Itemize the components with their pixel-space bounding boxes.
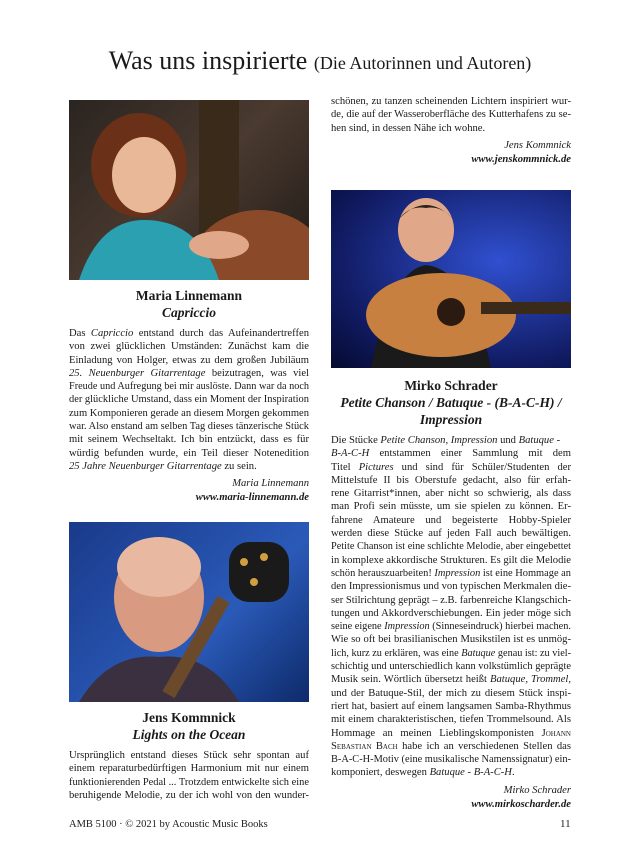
text: . (511, 767, 515, 779)
text-line (69, 447, 309, 460)
text-line (331, 108, 571, 121)
text-line (331, 434, 571, 447)
text: beruhigende Melodie, zu der ich wohl von den wunder- (69, 789, 309, 801)
text-line (331, 687, 571, 700)
text: und sind für Schüler/Studenten der (393, 461, 571, 473)
text: war. Also enstand am selben Tag dieses tänzerische Stück (69, 421, 309, 433)
text: Einladung von Holger, etwas zu dem großen Jubiläum (69, 354, 309, 366)
italic-text: Batuque (461, 647, 496, 659)
text: Freude und Aufregung bei mir auslöste. Dann war da noch (69, 381, 309, 393)
composer-name: Maria Linnemann (135, 288, 243, 303)
text-line (331, 580, 571, 593)
text: man Profi sein müsste, um sie spielen zu können. Er- (331, 501, 571, 513)
text-line (69, 433, 309, 446)
text: Titel (331, 461, 359, 473)
italic-text: Impression (434, 567, 481, 579)
text-line (69, 367, 309, 380)
text: Das (69, 328, 91, 339)
text-line (69, 762, 309, 775)
text: de, die auf der Wasseroberfläche des Kutterhafens zu se- (331, 109, 571, 121)
article-body (69, 749, 309, 802)
text: zu sein. (221, 460, 257, 472)
text: von zwei glücklichen Umständen: Zunächst kam die (69, 341, 309, 353)
text-line (331, 700, 571, 713)
text: mit seinem Wechseltakt. Ich bin entzückt, dass es für (69, 434, 309, 446)
article-jens-kommnick (69, 710, 309, 802)
article-body (331, 434, 571, 780)
article-body-continued (331, 95, 571, 135)
text: , (568, 674, 571, 686)
text: komponiert, deswegen (331, 767, 430, 779)
text-line (331, 766, 571, 779)
text: hen sind, in dessen Nähe ich wohne. (331, 122, 486, 134)
text-line (331, 727, 571, 740)
text-line (331, 554, 571, 567)
website-link[interactable]: www.maria-linnemann.de (195, 492, 309, 504)
text-line (331, 540, 571, 553)
photo-jens-kommnick (69, 522, 309, 702)
text-line (331, 753, 571, 766)
article-body (69, 327, 309, 473)
text-line (331, 514, 571, 527)
text: werden diese Stücke auf jeden Fall auch bewältigen. (331, 528, 571, 540)
text-line (331, 122, 571, 135)
small-caps-text: Sebastian Bach (331, 740, 398, 752)
piece-title: Petite Chanson / Batuque - (B-A-C-H) / (340, 395, 562, 410)
text: und der Batuque-Stil, der mich zu diesem Stück inspi- (331, 687, 571, 699)
text: schichtig und unterschiedlich kann volkstümlich geprägte (331, 661, 572, 673)
text-line (331, 713, 571, 726)
text-line (331, 500, 571, 513)
signature: Maria Linnemann (232, 478, 309, 490)
text: und (497, 435, 519, 446)
text-line (69, 380, 309, 393)
text-line (69, 393, 309, 406)
text: würdig befunden wurde, ein Teil dieser Notenedition (69, 447, 309, 459)
text-line (69, 460, 309, 473)
text: funktionierenden Pedal ... Trotzdem entwickelte sich eine (69, 776, 309, 788)
italic-text: Petite Chanson, Impression (380, 435, 498, 446)
text: Hommage an meinen Lieblingskomponisten (331, 727, 542, 739)
italic-text: Batuque, Trommel (490, 674, 569, 686)
photo-mirko-schrader (331, 190, 571, 368)
text-line (331, 95, 571, 108)
text-line (331, 660, 571, 673)
text-line (331, 447, 571, 460)
signature: Mirko Schrader (503, 784, 571, 796)
italic-text: Batuque - (518, 435, 561, 446)
text-line (69, 749, 309, 762)
portrait-illustration (69, 100, 309, 280)
footer-copyright: AMB 5100 · © 2021 by Acoustic Music Books (69, 819, 268, 830)
text-line (331, 527, 571, 540)
italic-text: Batuque - B-A-C-H (429, 767, 512, 779)
text: Musik sein. Wörtlich übersetzt heißt (331, 674, 491, 686)
text-line (331, 740, 571, 753)
text: mit einem charakteristischen, tiefen Trommelsound. Als (331, 714, 571, 726)
text-line (331, 647, 571, 660)
text: entstand durch das Aufeinandertreffen (133, 328, 309, 339)
text: genau ist: zu viel- (495, 647, 572, 659)
text: habe ich an verschiedenen Stellen das (397, 740, 571, 752)
text: entstammen einer Sammlung mit dem (369, 448, 571, 460)
italic-text: Pictures (358, 461, 394, 473)
text: rene Gitarrist*innen, aber nicht so schwierig, als dass (331, 488, 571, 500)
italic-text: Impression (384, 621, 430, 633)
text-line (331, 487, 571, 500)
title-sub: (Die Autorinnen und Autoren) (313, 53, 532, 73)
text-line (331, 474, 571, 487)
signature: Jens Kommnick (504, 139, 571, 151)
portrait-illustration (331, 190, 571, 368)
piece-title: Lights on the Ocean (132, 727, 246, 742)
text: ser Stilrichtung geprägt – z.B. farbenreiche Klangschich- (331, 594, 571, 606)
article-jens-kommnick-continued (331, 95, 571, 167)
text-line (69, 354, 309, 367)
text-line (331, 607, 571, 620)
text: seine eigene (331, 621, 385, 633)
text-line (331, 594, 571, 607)
text-line (331, 567, 571, 580)
text: riert hat, basiert auf einem langsamen Samba-Rhythmus (331, 700, 571, 712)
text-line (331, 633, 571, 646)
text-line (69, 407, 309, 420)
piece-title-continued: Impression (419, 412, 483, 427)
italic-text: 25 Jahre Neuenburger Gitarrentage (69, 460, 222, 472)
text-line (331, 673, 571, 686)
text: beizutragen, was viel (205, 367, 309, 379)
title-main: Was uns inspirierte (108, 46, 308, 75)
italic-text: 25. Neuenburger Gitarrentage (69, 367, 206, 379)
page-number: 11 (560, 818, 571, 830)
text: der glückliche Umstand, dass ein Moment der Inspiration (69, 394, 310, 406)
text: schönen, zu tanzen scheinenden Lichtern inspiriert wur- (331, 96, 571, 107)
text: Ursprünglich entstand dieses Stück sehr spontan auf (69, 750, 309, 761)
text: einem reparaturbedürftigen Harmonium mit nur einem (69, 763, 309, 775)
text: Wie so oft bei brasilianischen Musikstilen ist es unmög- (331, 634, 571, 646)
text: zum Komponieren gerade an diesem Morgen gekommen (69, 407, 310, 419)
website-link[interactable]: www.mirkoscharder.de (471, 798, 571, 810)
page-title (0, 46, 640, 76)
text: Die Stücke (331, 435, 381, 446)
text-line (69, 340, 309, 353)
article-mirko-schrader (331, 378, 571, 812)
text: Mittelstufe II bis Oberstufe gedacht, also für erfah- (331, 474, 571, 486)
piece-title: Capriccio (162, 305, 216, 320)
text-line (69, 420, 309, 433)
text: tungen und Akkordverschiebungen. Ein jeder möge sich (331, 607, 571, 619)
composer-name: Mirko Schrader (404, 378, 498, 393)
text: ist eine Hommage an (480, 567, 571, 579)
text: in komplexe akkordische Strukturen. Es gilt die Melodie (331, 554, 572, 566)
italic-text: Capriccio (90, 328, 134, 339)
text: B-A-C-H-Motiv (eine musikalische Namenssignatur) ein- (331, 754, 572, 766)
photo-maria-linnemann (69, 100, 309, 280)
text: Petite Chanson ist eine schlichte Melodie, aber eingebettet (331, 541, 571, 553)
italic-text: B-A-C-H (331, 448, 370, 460)
text-line (69, 789, 309, 802)
portrait-illustration (69, 522, 309, 702)
text: lich, kurz zu erklären, was eine (331, 647, 462, 659)
text: den Impressionismus und von typischen Merkmalen die- (331, 581, 571, 593)
website-link[interactable]: www.jenskommnick.de (471, 153, 571, 165)
text-line (331, 620, 571, 633)
text-line (331, 461, 571, 474)
text: fahrene Amateure und begeisterte Hobby-Spieler (331, 514, 571, 526)
text: schön herauszuarbeiten! (331, 567, 435, 579)
article-maria-linnemann (69, 288, 309, 505)
text-line (69, 776, 309, 789)
text: (Sinneseindruck) hierbei machen. (429, 621, 571, 633)
small-caps-text: Johann (541, 727, 571, 739)
text-line (69, 327, 309, 340)
composer-name: Jens Kommnick (142, 710, 236, 725)
